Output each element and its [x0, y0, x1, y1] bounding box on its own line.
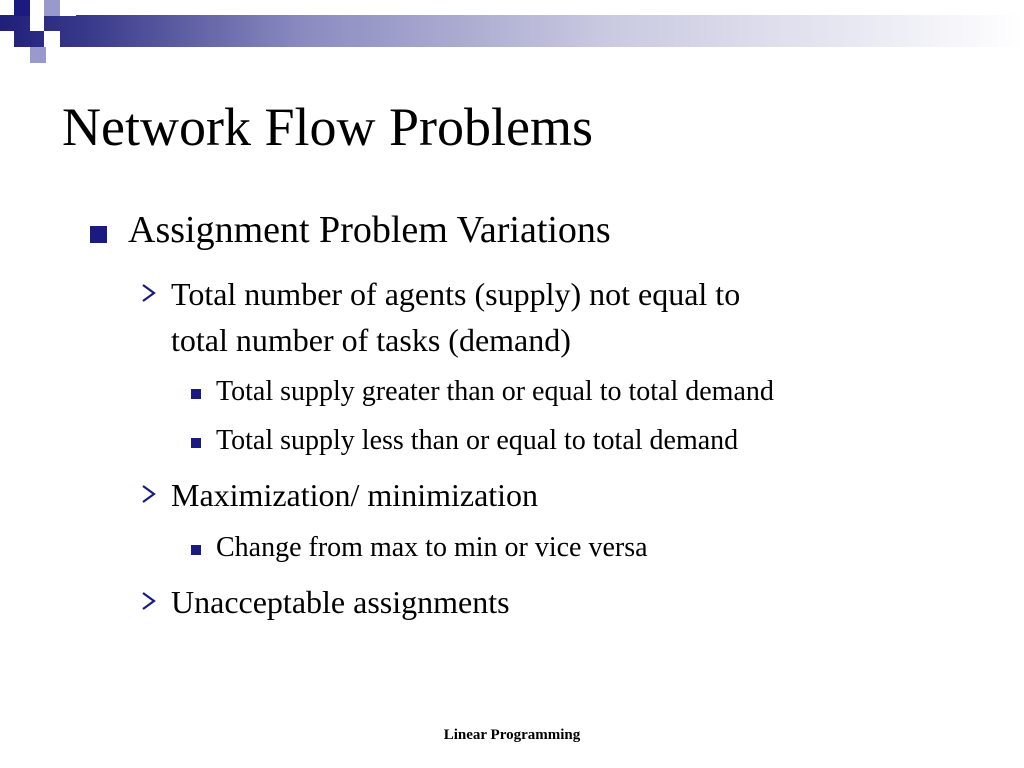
bullet-level3 [216, 531, 648, 565]
slide-title: Network Flow Problems [62, 97, 593, 157]
bullet-level2 [171, 579, 510, 625]
bullet-text: Change from max to min or vice versa [216, 532, 648, 563]
arrow-bullet-icon [141, 283, 157, 303]
arrow-bullet-icon [141, 484, 157, 504]
decorative-square [14, 0, 30, 16]
slide-footer: Linear Programming [443, 727, 581, 743]
arrow-bullet-icon [141, 591, 157, 611]
bullet-text: Total supply greater than or equal to total demand [216, 376, 774, 407]
bullet-level2 [171, 271, 740, 363]
square-bullet-icon [90, 226, 107, 243]
bullet-text: Maximization/ minimization [171, 477, 539, 513]
bullet-text: Unacceptable assignments [171, 584, 510, 620]
bullet-text-line: Total number of agents (supply) not equal to [171, 276, 741, 312]
bullet-level1 [128, 208, 611, 254]
bullet-level2 [171, 472, 538, 518]
bullet-text: Total supply less than or equal to total demand [216, 425, 739, 456]
square-bullet-icon [191, 438, 201, 448]
decorative-square [60, 0, 76, 16]
bullet-text: Assignment Problem Variations [128, 209, 611, 251]
bullet-level3 [216, 424, 738, 458]
bullet-text-line: total number of tasks (demand) [171, 322, 571, 358]
square-bullet-icon [191, 545, 201, 555]
decorative-square [0, 31, 14, 47]
decorative-square [44, 0, 60, 16]
bullet-level3 [216, 375, 774, 409]
square-bullet-icon [191, 389, 201, 399]
decorative-square [44, 31, 60, 47]
decorative-square [30, 47, 46, 63]
header-gradient-band [0, 15, 1024, 47]
decorative-square [30, 15, 44, 31]
